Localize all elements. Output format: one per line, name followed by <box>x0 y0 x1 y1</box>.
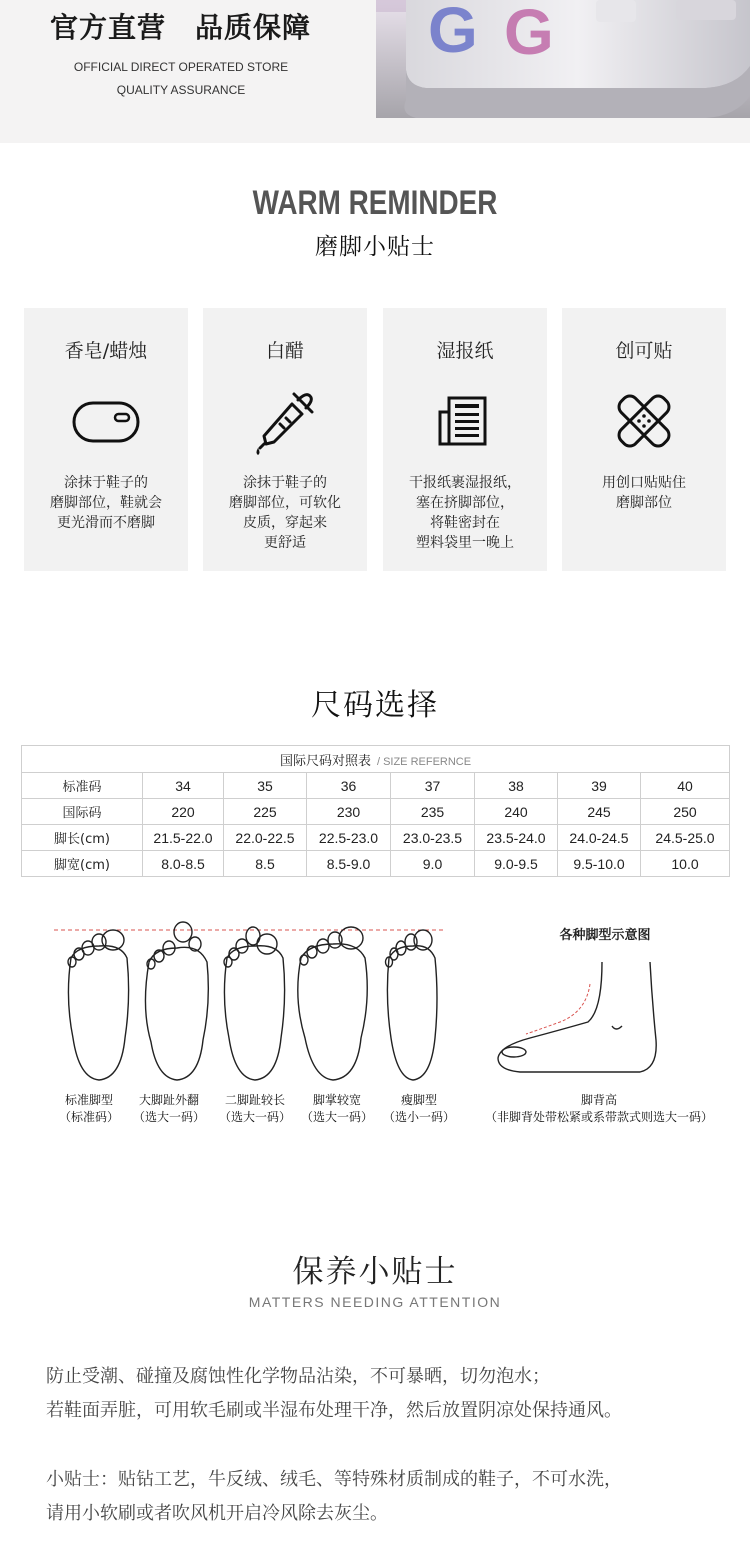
table-cell: 9.0 <box>391 851 475 877</box>
foot-type-wide: 脚掌较宽 （选大一码） <box>300 1093 373 1124</box>
table-cell: 250 <box>641 799 730 825</box>
table-cell: 8.0-8.5 <box>143 851 224 877</box>
tip-card-soap <box>24 308 188 571</box>
table-cell: 23.0-23.5 <box>391 825 475 851</box>
tip-card-desc: 用创口贴贴住 磨脚部位 <box>602 475 686 511</box>
table-cell: 22.0-22.5 <box>224 825 307 851</box>
table-row-header: 标准码 <box>22 773 143 799</box>
care-paragraph-2: 小贴士：贴钻工艺，牛反绒、绒毛、等特殊材质制成的鞋子，不可水洗， 请用小软刷或者吹风机开启冷风除去灰尘。 <box>46 1469 622 1524</box>
table-cell: 225 <box>224 799 307 825</box>
table-caption <box>22 746 730 773</box>
size-reference-table <box>21 745 730 877</box>
tip-card-title: 创可贴 <box>615 340 673 362</box>
table-cell: 245 <box>558 799 641 825</box>
table-cell: 38 <box>475 773 558 799</box>
foot-type-standard: 标准脚型 （标准码） <box>58 1093 119 1124</box>
table-cell: 230 <box>307 799 391 825</box>
table-cell: 35 <box>224 773 307 799</box>
foot-type-narrow: 瘦脚型 （选小一码） <box>382 1093 455 1124</box>
table-row <box>22 825 730 851</box>
table-cell: 24.0-24.5 <box>558 825 641 851</box>
table-cell: 34 <box>143 773 224 799</box>
dropper-icon <box>250 386 320 456</box>
soap-icon <box>71 386 141 456</box>
foot-type-bunion: 大脚趾外翻 （选大一码） <box>132 1093 205 1124</box>
table-cell: 36 <box>307 773 391 799</box>
foot-profile-title: 各种脚型示意图 <box>559 928 651 943</box>
banner-title: 官方直营 品质保障 <box>50 11 312 44</box>
table-cell: 24.5-25.0 <box>641 825 730 851</box>
tip-card-title: 湿报纸 <box>436 340 494 362</box>
table-caption-en: / SIZE REFERNCE <box>376 755 472 768</box>
tip-card-title: 香皂/蜡烛 <box>64 340 148 362</box>
size-section-title: 尺码选择 <box>311 688 439 723</box>
table-row <box>22 851 730 877</box>
tip-card-bandage <box>562 308 726 571</box>
tip-card-vinegar <box>203 308 367 571</box>
table-row <box>22 799 730 825</box>
banner-subtitle-1: OFFICIAL DIRECT OPERATED STORE <box>73 60 289 74</box>
foot-narrow-icon <box>386 930 438 1080</box>
table-row-header: 脚宽(cm) <box>22 851 143 877</box>
table-cell: 220 <box>143 799 224 825</box>
table-cell: 21.5-22.0 <box>143 825 224 851</box>
foot-wide-icon <box>298 927 367 1080</box>
table-cell: 9.0-9.5 <box>475 851 558 877</box>
table-cell: 22.5-23.0 <box>307 825 391 851</box>
table-cell: 23.5-24.0 <box>475 825 558 851</box>
table-row <box>22 773 730 799</box>
bandage-icon <box>609 386 679 456</box>
store-banner <box>0 0 750 143</box>
table-cell: 8.5 <box>224 851 307 877</box>
foot-bunion-icon <box>145 922 208 1080</box>
newspaper-icon <box>430 386 500 456</box>
tip-card-desc: 涂抹于鞋子的 磨脚部位，可软化 皮质，穿起来 更舒适 <box>229 475 341 551</box>
foot-standard-icon <box>68 930 129 1080</box>
care-section-title: 保养小贴士 <box>292 1254 458 1290</box>
tip-card-newspaper <box>383 308 547 571</box>
warm-reminder-subtitle: 磨脚小贴士 <box>315 234 435 260</box>
care-paragraph-1: 防止受潮、碰撞及腐蚀性化学物品沾染，不可暴晒，切勿泡水； 若鞋面弄脏，可用软毛刷或半湿布处理干净，然后放置阴凉处保持通风。 <box>46 1366 622 1421</box>
foot-type-long-second-toe: 二脚趾较长 （选大一码） <box>218 1093 291 1124</box>
tip-card-title: 白醋 <box>265 340 304 362</box>
table-cell: 40 <box>641 773 730 799</box>
warm-reminder-title: WARM REMINDER <box>252 184 498 222</box>
table-cell: 10.0 <box>641 851 730 877</box>
table-cell: 8.5-9.0 <box>307 851 391 877</box>
svg-text:G: G <box>504 0 554 68</box>
care-section-subtitle: MATTERS NEEDING ATTENTION <box>248 1294 502 1310</box>
table-row-header: 国际码 <box>22 799 143 825</box>
store-counter-photo <box>376 0 750 118</box>
table-cell: 37 <box>391 773 475 799</box>
foot-profile-label: 脚背高 （非脚背处带松紧或系带款式则选大一码） <box>484 1093 713 1124</box>
tip-card-desc: 涂抹于鞋子的 磨脚部位，鞋就会 更光滑而不磨脚 <box>50 475 162 531</box>
table-caption-cn: 国际尺码对照表 <box>279 753 371 769</box>
table-cell: 39 <box>558 773 641 799</box>
table-cell: 9.5-10.0 <box>558 851 641 877</box>
tip-card-desc: 干报纸裹湿报纸， 塞在挤脚部位， 将鞋密封在 塑料袋里一晚上 <box>409 475 521 551</box>
table-cell: 235 <box>391 799 475 825</box>
svg-text:G: G <box>428 0 478 66</box>
table-row-header: 脚长(cm) <box>22 825 143 851</box>
foot-long-second-toe-icon <box>224 927 285 1080</box>
banner-subtitle-2: QUALITY ASSURANCE <box>116 83 246 97</box>
table-cell: 240 <box>475 799 558 825</box>
table-caption-row <box>22 746 730 773</box>
foot-types-illustration <box>40 918 510 1088</box>
high-instep-foot-icon <box>490 950 670 1080</box>
